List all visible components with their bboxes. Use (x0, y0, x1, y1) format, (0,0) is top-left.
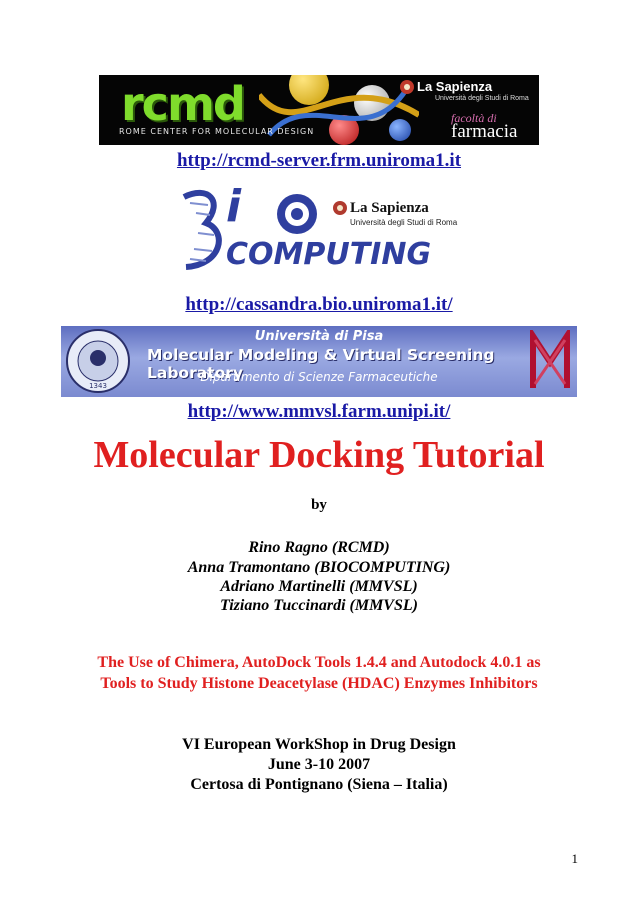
pisa-department: Dipartimento di Scienze Farmaceutiche (200, 370, 438, 384)
mmvsl-link-row (0, 401, 638, 423)
document-title: Molecular Docking Tutorial (93, 434, 545, 476)
mmvsl-link[interactable]: http://www.mmvsl.farm.unipi.it/ (187, 401, 451, 422)
sapienza-name: La Sapienza (350, 200, 429, 216)
rcmd-banner (99, 75, 539, 145)
page-number: 1 (571, 851, 578, 866)
by-label: by (311, 497, 327, 513)
author-line: Tiziano Tuccinardi (MMVSL) (220, 597, 418, 614)
biocomputing-logo (178, 181, 458, 277)
subtitle-line: The Use of Chimera, AutoDock Tools 1.4.4 and Autodock 4.0.1 as (97, 654, 541, 671)
event-line: June 3-10 2007 (267, 756, 371, 773)
sapienza-name: La Sapienza (417, 79, 493, 94)
rcmd-link-row (0, 150, 638, 172)
author-line: Adriano Martinelli (MMVSL) (220, 578, 418, 595)
author-line: Rino Ragno (RCMD) (248, 539, 390, 556)
event-line: Certosa di Pontignano (Siena – Italia) (190, 776, 448, 793)
molecule-ball-icon (274, 191, 320, 237)
rcmd-logo: rcmd (121, 77, 244, 131)
rcmd-subtitle: ROME CENTER FOR MOLECULAR DESIGN (119, 127, 315, 136)
farmacia-label: farmacia (451, 121, 518, 142)
mmvsl-logo-icon (529, 330, 571, 392)
pisa-university: Università di Pisa (254, 329, 384, 344)
sapienza-emblem-icon (332, 199, 348, 217)
pisa-lab-name: Molecular Modeling & Virtual Screening Laboratory (147, 346, 495, 382)
sapienza-subtitle: Università degli Studi di Roma (435, 95, 529, 102)
rcmd-link[interactable]: http://rcmd-server.frm.uniroma1.it (176, 150, 462, 171)
dna-three-icon (178, 185, 226, 275)
seal-year: 1343 (89, 382, 107, 390)
pisa-banner (61, 326, 577, 397)
bio-i-letter: i (226, 181, 242, 232)
biocomputing-link[interactable]: http://cassandra.bio.uniroma1.it/ (185, 294, 453, 315)
author-line: Anna Tramontano (BIOCOMPUTING) (187, 559, 451, 576)
sapienza-subtitle: Università degli Studi di Roma (350, 218, 458, 227)
biocomputing-link-row (0, 294, 638, 316)
facolta-label: facoltà di (451, 111, 497, 125)
sapienza-emblem-icon (399, 78, 415, 96)
event-line: VI European WorkShop in Drug Design (182, 736, 456, 753)
subtitle-line: Tools to Study Histone Deacetylase (HDAC) Enzymes Inhibitors (100, 675, 538, 692)
computing-word: COMPUTING (226, 237, 432, 272)
